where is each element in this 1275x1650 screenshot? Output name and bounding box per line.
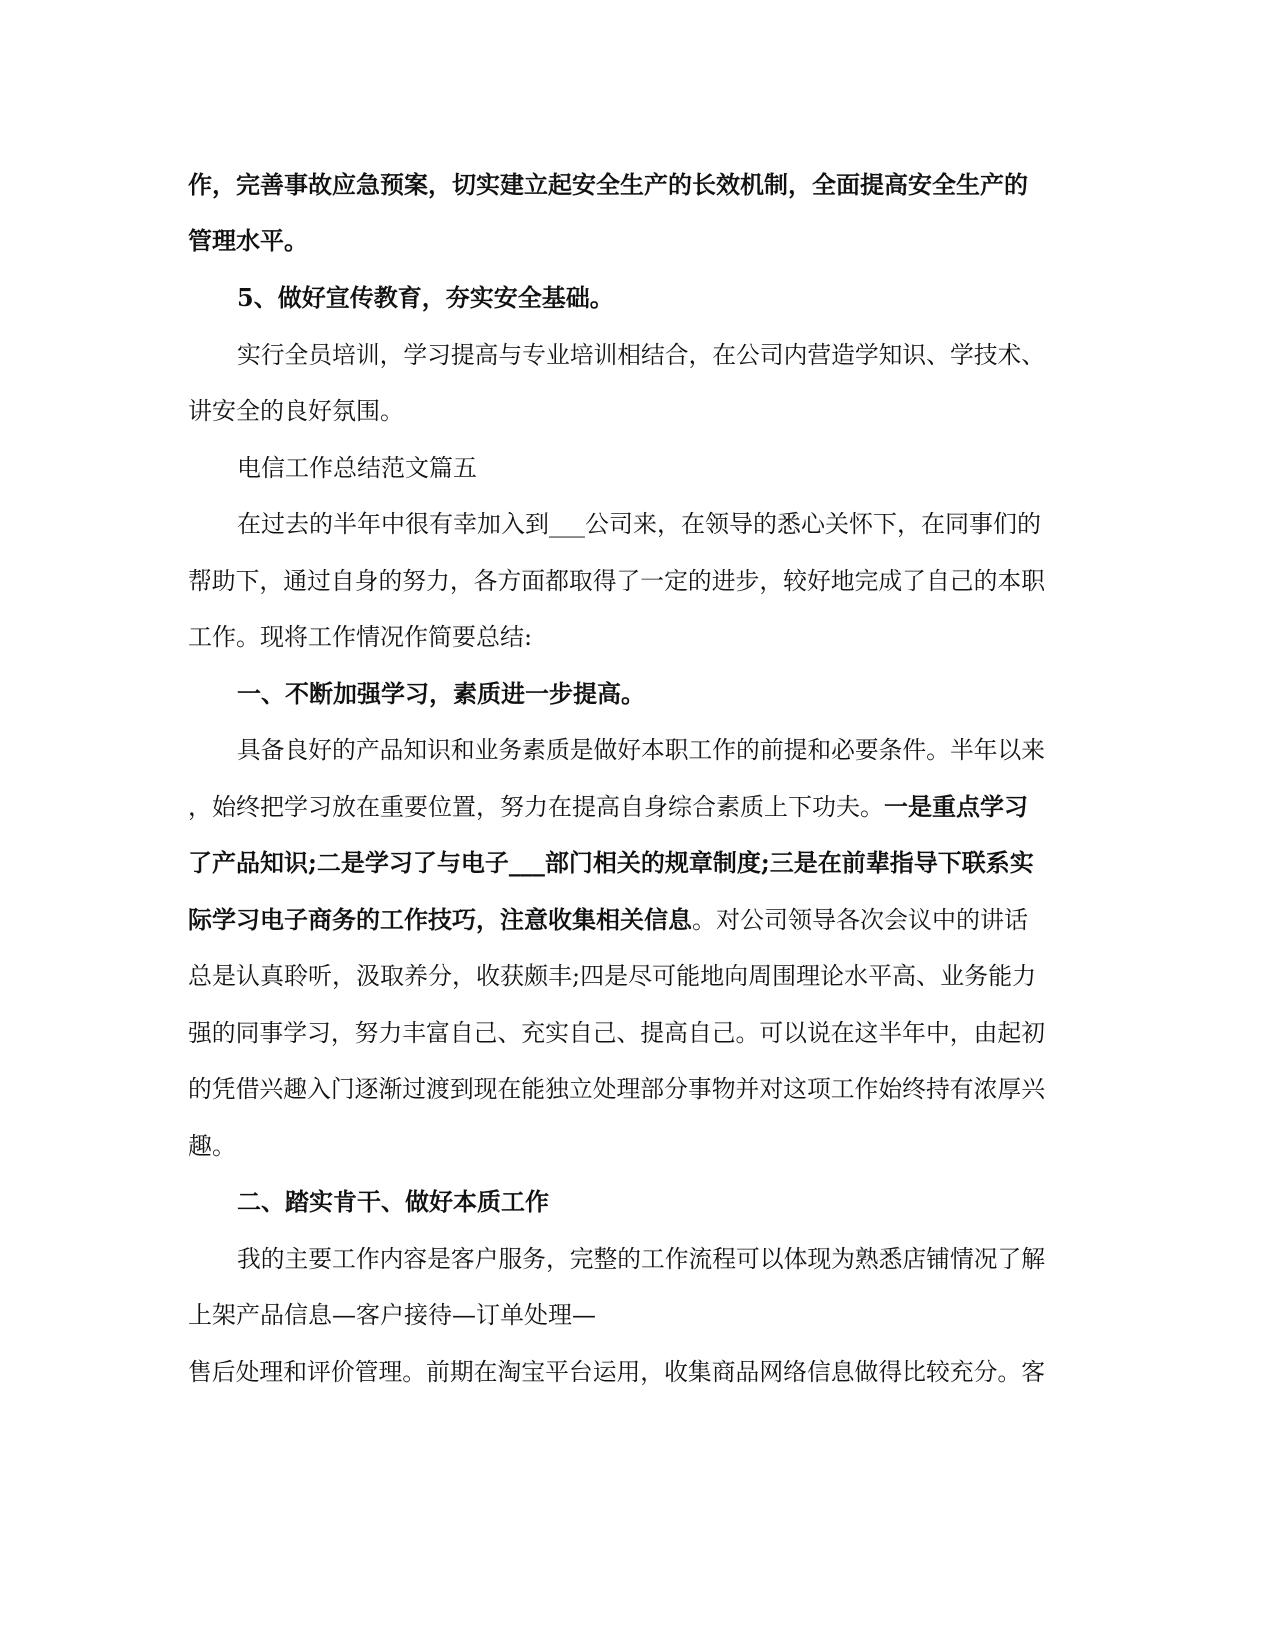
bold-run: 一是重点学习 <box>884 792 1028 821</box>
text-run: 。对公司领导各次会议中的讲话 <box>692 906 1028 934</box>
section-heading: 一、不断加强学习，素质进一步提高。 <box>237 679 645 708</box>
paragraph-line: 的凭借兴趣入门逐渐过渡到现在能独立处理部分事物并对这项工作始终持有浓厚兴 <box>188 1075 1046 1103</box>
paragraph-line: 帮助下，通过自身的努力，各方面都取得了一定的进步，较好地完成了自己的本职 <box>188 567 1046 595</box>
paragraph-line: 售后处理和评价管理。前期在淘宝平台运用，收集商品网络信息做得比较充分。客 <box>188 1358 1046 1386</box>
paragraph-line: 讲安全的良好氛围。 <box>188 397 404 425</box>
article-title: 电信工作总结范文篇五 <box>237 454 477 482</box>
paragraph-line: 管理水平。 <box>188 226 308 255</box>
paragraph-line: 总是认真聆听，汲取养分，收获颇丰;四是尽可能地向周围理论水平高、业务能力 <box>188 962 1037 990</box>
paragraph-line: 实行全员培训，学习提高与专业培训相结合，在公司内营造学知识、学技术、 <box>237 341 1046 369</box>
bold-run: 际学习电子商务的工作技巧，注意收集相关信息 <box>188 905 692 934</box>
paragraph-line: 了产品知识;二是学习了与电子___部门相关的规章制度;三是在前辈指导下联系实 <box>188 848 1034 877</box>
section-heading: 二、踏实肯干、做好本质工作 <box>237 1187 549 1216</box>
section-heading: 5、做好宣传教育，夯实安全基础。 <box>237 283 614 312</box>
paragraph-line: 趣。 <box>188 1132 236 1160</box>
paragraph-line: 具备良好的产品知识和业务素质是做好本职工作的前提和必要条件。半年以来 <box>237 736 1046 764</box>
paragraph-line: 我的主要工作内容是客户服务，完整的工作流程可以体现为熟悉店铺情况了解 <box>237 1245 1046 1273</box>
paragraph-line <box>188 792 1028 822</box>
paragraph-line: 上架产品信息—客户接待—订单处理— <box>188 1301 596 1329</box>
paragraph-line: 强的同事学习，努力丰富自己、充实自己、提高自己。可以说在这半年中，由起初 <box>188 1019 1046 1047</box>
paragraph-line: 工作。现将工作情况作简要总结: <box>188 623 533 651</box>
paragraph-line: 在过去的半年中很有幸加入到___公司来，在领导的悉心关怀下，在同事们的 <box>237 510 1041 538</box>
paragraph-line <box>188 905 1028 935</box>
text-run: ，始终把学习放在重要位置，努力在提高自身综合素质上下功夫。 <box>188 793 884 821</box>
paragraph-line: 作，完善事故应急预案，切实建立起安全生产的长效机制，全面提高安全生产的 <box>188 170 1028 199</box>
